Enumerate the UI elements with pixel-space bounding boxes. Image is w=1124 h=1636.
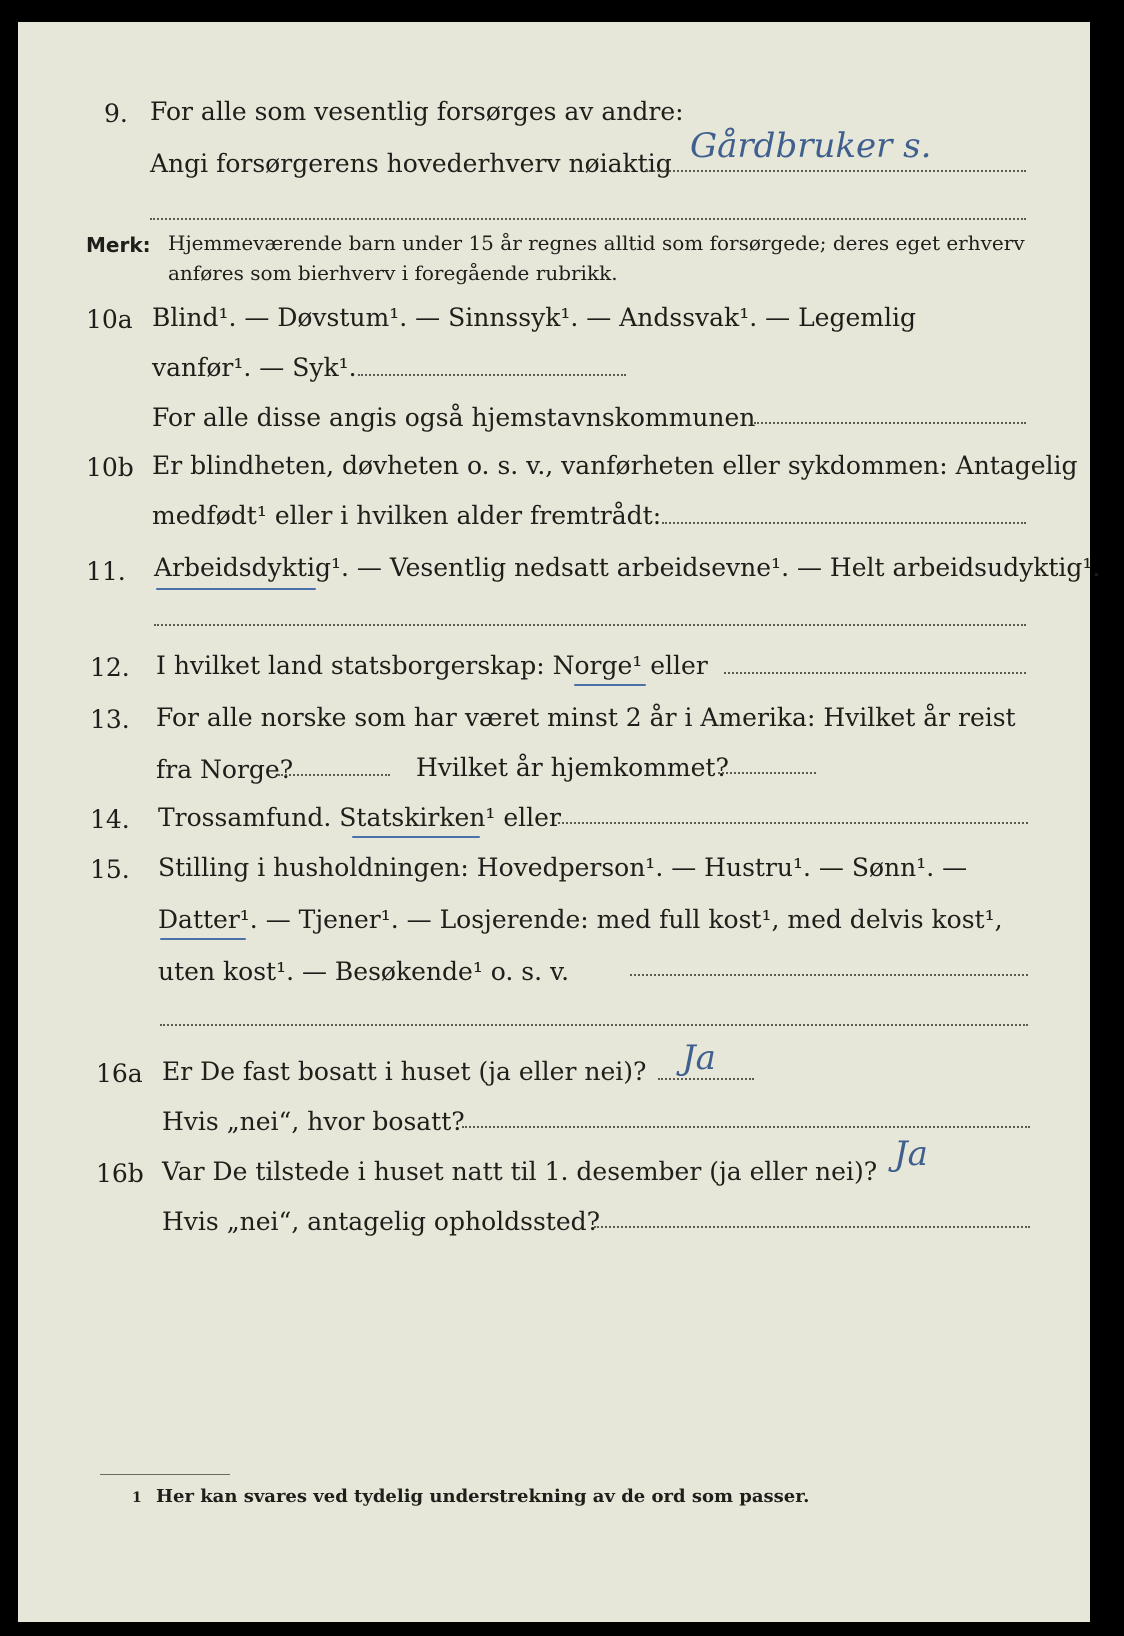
question-16b-handwritten-answer: Ja <box>894 1134 928 1174</box>
question-11-extra-line <box>154 624 1026 626</box>
question-16b-stay-line <box>594 1226 1030 1228</box>
question-10a-line3: For alle disse angis også hjemstavnskommunen <box>152 403 756 432</box>
question-15-line1: Stilling i husholdningen: Hovedperson¹. — Hustru¹. — Sønn¹. — <box>158 853 968 882</box>
question-15-underline-mark <box>160 938 246 940</box>
question-14-underline-mark <box>352 836 480 838</box>
question-13-line2b: Hvilket år hjemkommet? <box>416 753 729 782</box>
question-12-line1: I hvilket land statsborgerskap: Norge¹ eller <box>156 651 708 680</box>
question-16a-handwritten-answer: Ja <box>682 1038 716 1078</box>
question-15-line3: uten kost¹. — Besøkende¹ o. s. v. <box>158 957 570 986</box>
question-9-handwritten-answer: Gårdbruker s. <box>690 126 932 166</box>
question-13-line1: For alle norske som har været minst 2 år i Amerika: Hvilket år reist <box>156 703 1016 732</box>
note-label: Merk: <box>86 233 151 257</box>
footnote-text: Her kan svares ved tydelig understrekning av de ord som passer. <box>156 1486 810 1507</box>
question-13-returned-line <box>718 772 816 774</box>
question-14-answer-line <box>558 822 1028 824</box>
question-9-line1: For alle som vesentlig forsørges av andre: <box>150 97 684 126</box>
question-10a-line2: vanfør¹. — Syk¹. <box>152 353 357 382</box>
question-10a-sick-line <box>358 374 626 376</box>
question-16a-line2: Hvis „nei“, hvor bosatt? <box>162 1107 465 1136</box>
question-15-answer-line <box>630 974 1028 976</box>
question-13-number: 13. <box>90 705 130 734</box>
question-10b-line1: Er blindheten, døvheten o. s. v., vanførheten eller sykdommen: Antagelig <box>152 451 1078 480</box>
question-13-departed-line <box>278 774 390 776</box>
question-14-line1: Trossamfund. Statskirken¹ eller <box>158 803 561 832</box>
question-16a-residence-line <box>462 1126 1030 1128</box>
question-16a-number: 16a <box>96 1059 143 1088</box>
question-16b-number: 16b <box>96 1159 144 1188</box>
question-9-extra-line <box>150 218 1026 220</box>
question-15-number: 15. <box>90 855 130 884</box>
question-9-answer-line <box>646 170 1026 172</box>
question-16a-answer-line <box>658 1078 754 1080</box>
question-12-number: 12. <box>90 653 130 682</box>
question-10a-number: 10a <box>86 305 133 334</box>
question-9-number: 9. <box>104 99 128 128</box>
question-10a-municipality-line <box>754 422 1026 424</box>
question-14-number: 14. <box>90 805 130 834</box>
question-15-line2: Datter¹. — Tjener¹. — Losjerende: med full kost¹, med delvis kost¹, <box>158 905 1003 934</box>
question-16b-line1: Var De tilstede i huset natt til 1. desember (ja eller nei)? <box>162 1157 878 1186</box>
question-10a-line1: Blind¹. — Døvstum¹. — Sinnssyk¹. — Andssvak¹. — Legemlig <box>152 303 916 332</box>
question-15-extra-line <box>160 1024 1028 1026</box>
question-10b-answer-line <box>662 522 1026 524</box>
census-form-page <box>18 22 1101 1622</box>
question-16b-line2: Hvis „nei“, antagelig opholdssted? <box>162 1207 601 1236</box>
question-10b-line2: medfødt¹ eller i hvilken alder fremtrådt: <box>152 501 662 530</box>
question-10b-number: 10b <box>86 453 134 482</box>
question-13-line2a: fra Norge? <box>156 755 294 784</box>
question-16a-line1: Er De fast bosatt i huset (ja eller nei)? <box>162 1057 647 1086</box>
question-11-line1: Arbeidsdyktig¹. — Vesentlig nedsatt arbeidsevne¹. — Helt arbeidsudyktig¹. <box>154 553 1101 582</box>
footnote-mark: 1 <box>132 1490 142 1506</box>
question-9-line2: Angi forsørgerens hovederhverv nøiaktig <box>150 149 672 178</box>
note-line2: anføres som bierhverv i foregående rubrikk. <box>168 261 618 285</box>
question-11-underline-mark <box>156 588 316 590</box>
question-12-underline-mark <box>574 684 646 686</box>
question-11-number: 11. <box>86 557 126 586</box>
footnote-divider <box>100 1474 230 1475</box>
note-line1: Hjemmeværende barn under 15 år regnes alltid som forsørgede; deres eget erhverv <box>168 231 1025 255</box>
question-12-answer-line <box>724 672 1026 674</box>
